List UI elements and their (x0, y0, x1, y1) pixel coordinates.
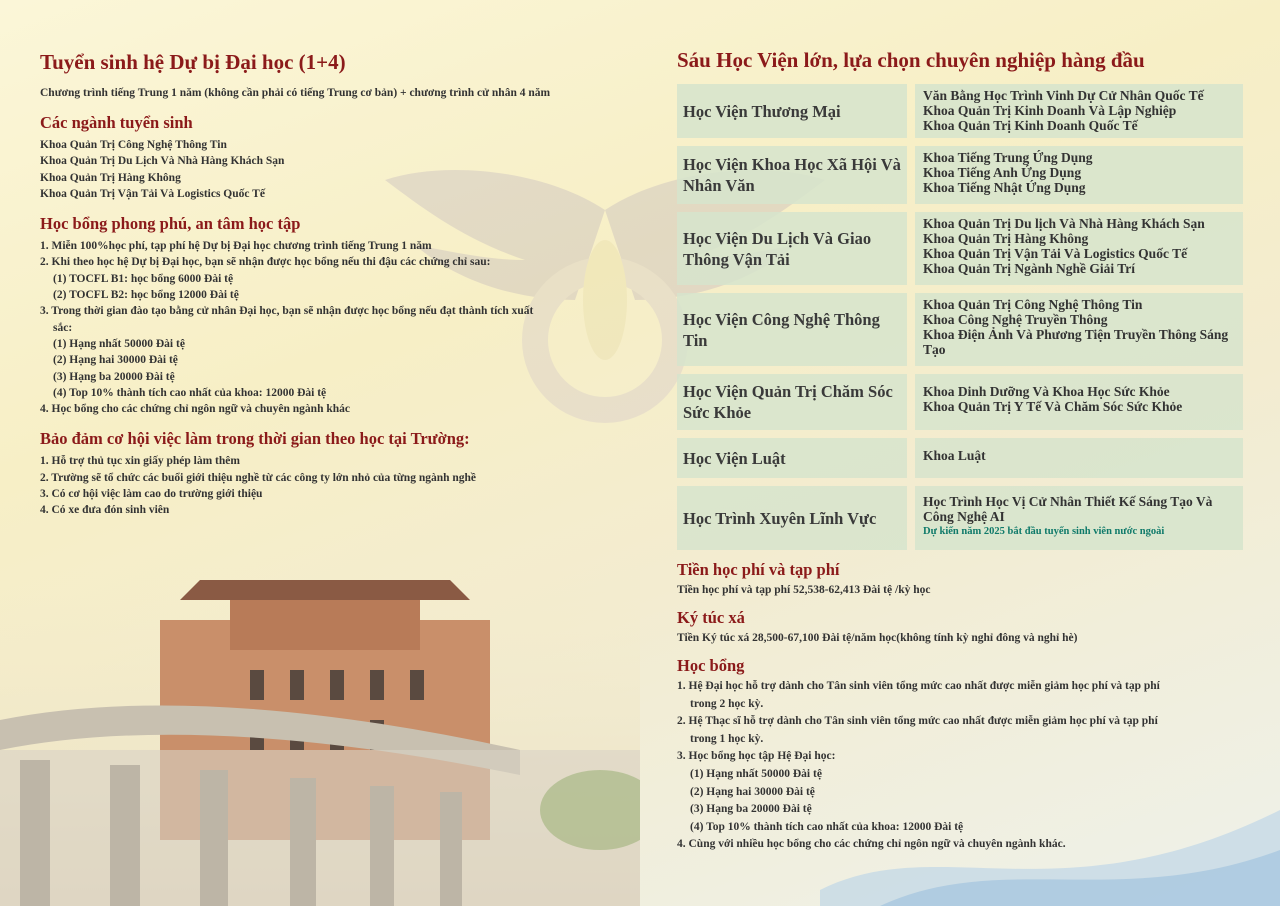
intro-text: Chương trình tiếng Trung 1 năm (không cần phải có tiếng Trung cơ bản) + chương trình cử nhân 4 năm (40, 87, 551, 99)
college-name: Học Viện Luật (677, 438, 907, 478)
list-item: trong 2 học kỳ. (690, 697, 764, 710)
right-scholarship-list (677, 678, 1247, 854)
college-row (677, 84, 1247, 138)
college-name: Học Viện Du Lịch Và Giao Thông Vận Tải (677, 212, 907, 285)
scholarship-heading: Học bổng phong phú, an tâm học tập (40, 214, 301, 234)
dept-item: Văn Bằng Học Trình Vinh Dự Cử Nhân Quốc Tế (923, 88, 1204, 103)
college-depts (915, 438, 1243, 478)
list-item: 4. Có xe đưa đón sinh viên (40, 504, 170, 517)
list-item: 1. Miễn 100%học phí, tạp phí hệ Dự bị Đại học chương trình tiếng Trung 1 năm (40, 240, 432, 253)
dept-item: Khoa Quản Trị Vận Tải Và Logistics Quốc Tế (923, 246, 1188, 261)
list-item: (4) Top 10% thành tích cao nhất của khoa: 12000 Đài tệ (690, 820, 964, 833)
college-name: Học Trình Xuyên Lĩnh Vực (677, 486, 907, 550)
list-item: 2. Hệ Thạc sĩ hỗ trợ dành cho Tân sinh viên tổng mức cao nhất được miễn giảm học phí và tạp phí (677, 715, 1158, 728)
college-row (677, 293, 1247, 366)
right-title: Sáu Học Viện lớn, lựa chọn chuyên nghiệp hàng đầu (677, 48, 1145, 72)
right-scholarship-heading: Học bổng (677, 656, 745, 675)
list-item: 4. Học bổng cho các chứng chỉ ngôn ngữ và chuyên ngành khác (40, 403, 350, 416)
tuition-text: Tiền học phí và tạp phí 52,538-62,413 Đài tệ /kỳ học (677, 584, 931, 596)
majors-heading: Các ngành tuyển sinh (40, 113, 193, 132)
college-depts (915, 212, 1243, 285)
college-row (677, 486, 1247, 550)
list-item: Khoa Quản Trị Vận Tải Và Logistics Quốc Tế (40, 187, 265, 200)
list-item: trong 1 học kỳ. (690, 732, 764, 745)
list-item: (1) Hạng nhất 50000 Đài tệ (690, 767, 822, 780)
list-item: (2) Hạng hai 30000 Đài tệ (690, 785, 815, 798)
list-item: (3) Hạng ba 20000 Đài tệ (690, 803, 812, 816)
list-item: (2) TOCFL B2: học bổng 12000 Đài tệ (53, 289, 239, 302)
dorm-heading: Ký túc xá (677, 608, 745, 627)
list-item: 2. Trường sẽ tổ chức các buổi giới thiệu nghề từ các công ty lớn nhỏ của từng ngành nghề (40, 471, 477, 484)
dept-item: Khoa Quản Trị Hàng Không (923, 231, 1089, 246)
college-depts (915, 293, 1243, 366)
right-column (677, 48, 1247, 854)
colleges-table (677, 84, 1247, 550)
college-row (677, 438, 1247, 478)
list-item: (2) Hạng hai 30000 Đài tệ (53, 354, 178, 367)
majors-list (40, 137, 620, 202)
left-column (40, 50, 620, 519)
college-name: Học Viện Khoa Học Xã Hội Và Nhân Văn (677, 146, 907, 204)
dept-item: Khoa Quản Trị Kinh Doanh Và Lập Nghiệp (923, 103, 1177, 118)
dept-item: Khoa Dinh Dưỡng Và Khoa Học Sức Khỏe (923, 384, 1170, 399)
dept-item: Khoa Quản Trị Kinh Doanh Quốc Tế (923, 118, 1138, 133)
dept-item: Học Trình Học Vị Cử Nhân Thiết Kế Sáng Tạo Và Công Nghệ AI (923, 494, 1213, 524)
college-depts (915, 146, 1243, 204)
dept-item: Khoa Quản Trị Y Tế Và Chăm Sóc Sức Khỏe (923, 399, 1183, 414)
college-row (677, 146, 1247, 204)
list-item: (4) Top 10% thành tích cao nhất của khoa: 12000 Đài tệ (53, 386, 327, 399)
dept-item: Khoa Quản Trị Công Nghệ Thông Tin (923, 297, 1143, 312)
college-depts (915, 84, 1243, 138)
jobs-heading: Bảo đảm cơ hội việc làm trong thời gian theo học tại Trường: (40, 429, 470, 449)
college-row (677, 212, 1247, 285)
dept-item: Khoa Quản Trị Ngành Nghề Giải Trí (923, 261, 1136, 276)
list-item: 1. Hệ Đại học hỗ trợ dành cho Tân sinh viên tổng mức cao nhất được miễn giảm học phí và tạp phí (677, 680, 1160, 692)
admission-note: Dự kiến năm 2025 bắt đầu tuyển sinh viên nước ngoài (923, 526, 1165, 537)
list-item: Khoa Quản Trị Công Nghệ Thông Tin (40, 139, 227, 151)
jobs-list (40, 453, 620, 518)
dept-item: Khoa Tiếng Nhật Ứng Dụng (923, 180, 1086, 195)
list-item: 3. Trong thời gian đào tạo bằng cử nhân Đại học, bạn sẽ nhận được học bổng nếu đạt thành tích xuất (40, 305, 534, 318)
list-item: Khoa Quản Trị Hàng Không (40, 171, 181, 184)
list-item: (1) TOCFL B1: học bổng 6000 Đài tệ (53, 272, 234, 285)
list-item: 3. Có cơ hội việc làm cao do trường giới thiệu (40, 488, 263, 501)
dept-item: Khoa Luật (923, 448, 986, 463)
tuition-heading: Tiền học phí và tạp phí (677, 560, 840, 579)
dept-item: Khoa Quản Trị Du lịch Và Nhà Hàng Khách Sạn (923, 216, 1205, 231)
list-item: (3) Hạng ba 20000 Đài tệ (53, 370, 175, 383)
college-name: Học Viện Công Nghệ Thông Tin (677, 293, 907, 366)
list-item: 4. Cùng với nhiều học bổng cho các chứng chỉ ngôn ngữ và chuyên ngành khác. (677, 838, 1066, 851)
list-item: Khoa Quản Trị Du Lịch Và Nhà Hàng Khách Sạn (40, 155, 285, 168)
dept-item: Khoa Tiếng Trung Ứng Dụng (923, 150, 1093, 165)
dept-item: Khoa Công Nghệ Truyền Thông (923, 312, 1108, 327)
college-depts (915, 486, 1243, 550)
university-building-photo (0, 560, 640, 906)
dept-item: Khoa Tiếng Anh Ứng Dụng (923, 165, 1082, 180)
college-row (677, 374, 1247, 430)
list-item: 2. Khi theo học hệ Dự bị Đại học, bạn sẽ nhận được học bổng nếu thi đậu các chứng chỉ sau: (40, 256, 491, 269)
scholarship-list (40, 238, 620, 417)
list-item: 3. Học bổng học tập Hệ Đại học: (677, 750, 836, 763)
college-name: Học Viện Quản Trị Chăm Sóc Sức Khỏe (677, 374, 907, 430)
dept-item: Khoa Điện Ảnh Và Phương Tiện Truyền Thông Sáng Tạo (923, 327, 1229, 357)
college-name: Học Viện Thương Mại (677, 84, 907, 138)
college-depts (915, 374, 1243, 430)
list-item: sắc: (53, 321, 73, 334)
list-item: (1) Hạng nhất 50000 Đài tệ (53, 337, 185, 350)
left-title: Tuyển sinh hệ Dự bị Đại học (1+4) (40, 50, 346, 74)
list-item: 1. Hỗ trợ thủ tục xin giấy phép làm thêm (40, 455, 240, 468)
dorm-text: Tiền Ký túc xá 28,500-67,100 Đài tệ/năm học(không tính kỳ nghỉ đông và nghỉ hè) (677, 632, 1078, 644)
